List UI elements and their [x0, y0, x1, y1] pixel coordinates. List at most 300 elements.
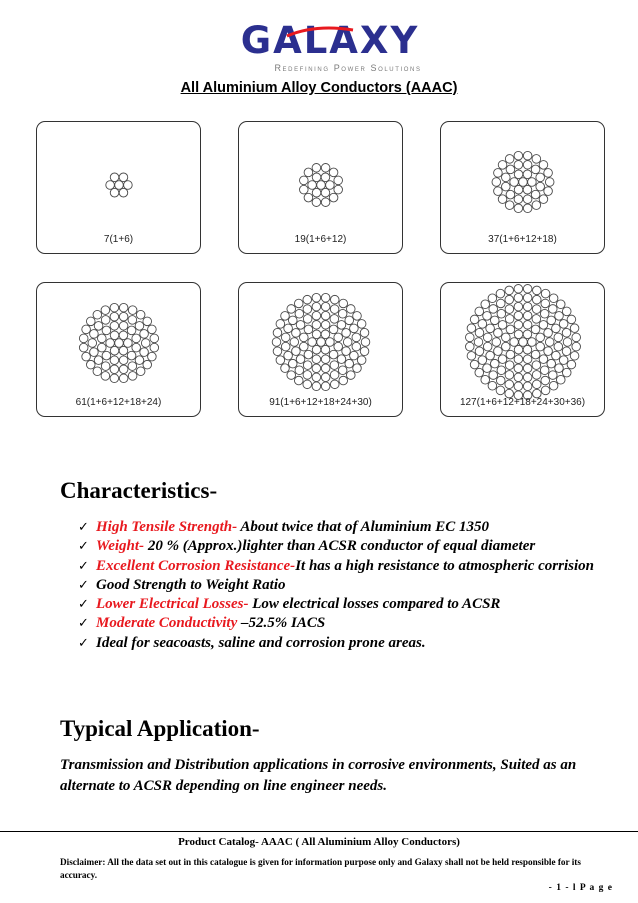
strand-wire: [505, 315, 514, 324]
strand-wire: [514, 151, 523, 160]
strand-wire: [510, 338, 519, 347]
checkmark-icon: ✓: [78, 577, 89, 593]
strand-wire: [544, 169, 553, 178]
list-item: [78, 634, 618, 653]
strand-wire: [132, 334, 141, 343]
strand-wire: [498, 161, 507, 170]
strand-wire: [570, 352, 579, 361]
strand-wire: [119, 188, 128, 197]
item-text: It has a high resistance to atmospheric corrision: [295, 557, 594, 574]
strand-wire: [312, 321, 321, 330]
strand-wire: [570, 324, 579, 333]
strand-wire: [124, 181, 133, 190]
strand-wire: [467, 352, 476, 361]
strand-wire: [106, 339, 115, 348]
strand-wire: [562, 328, 571, 337]
strand-wire: [498, 195, 507, 204]
highlight-text: Weight-: [96, 538, 145, 555]
strand-wire: [523, 293, 532, 302]
logo-wordmark: GALAXY: [240, 19, 420, 62]
strand-wire: [559, 320, 568, 329]
item-text: Low electrical losses compared to ACSR: [248, 596, 501, 613]
list-item: [78, 537, 618, 556]
strand-wire: [532, 295, 541, 304]
strand-wire: [124, 339, 133, 348]
strand-wire: [353, 312, 362, 321]
strand-wire: [101, 306, 110, 315]
strand-wire: [567, 315, 576, 324]
strand-wire: [514, 345, 523, 354]
strand-wire: [475, 328, 484, 337]
strand-wire: [303, 315, 312, 324]
strand-wire: [119, 322, 128, 331]
strand-wire: [304, 350, 313, 359]
strand-wire: [119, 374, 128, 383]
strand-wire: [115, 181, 124, 190]
strand-wire: [489, 371, 498, 380]
strand-wire: [532, 305, 541, 314]
strand-wire: [514, 355, 523, 364]
strand-wire: [93, 310, 102, 319]
item-text: –52.5% IACS: [237, 615, 326, 632]
footer-divider: [0, 831, 638, 832]
strand-wire: [475, 347, 484, 356]
strand-wire: [284, 351, 293, 360]
strand-wire: [292, 329, 301, 338]
strand-wire: [523, 204, 532, 213]
strand-wire: [466, 333, 475, 342]
strand-wire: [514, 170, 523, 179]
strand-wire: [321, 330, 330, 339]
characteristics-list: [78, 518, 618, 653]
strand-wire: [466, 342, 475, 351]
strand-wire: [474, 338, 483, 347]
strand-wire: [572, 342, 581, 351]
strand-wire: [330, 361, 339, 370]
strand-wire: [489, 305, 498, 314]
conductor-label: 91(1+6+12+18+24+30): [269, 397, 372, 408]
strand-wire: [541, 289, 550, 298]
strand-wire: [562, 307, 571, 316]
strand-wire: [494, 187, 503, 196]
strand-wire: [300, 333, 309, 342]
strand-wire: [506, 350, 515, 359]
strand-wire: [287, 305, 296, 314]
strand-wire: [317, 181, 326, 190]
strand-wire: [287, 371, 296, 380]
strand-wire: [541, 299, 550, 308]
strand-wire: [505, 380, 514, 389]
strand-wire: [321, 198, 330, 207]
strand-wire: [496, 289, 505, 298]
strand-wire: [321, 293, 330, 302]
conductor-label: 61(1+6+12+18+24): [75, 397, 162, 408]
strand-wire: [276, 356, 285, 365]
strand-wire: [312, 355, 321, 364]
strand-wire: [342, 347, 351, 356]
strand-wire: [360, 328, 369, 337]
strand-wire: [127, 351, 136, 360]
strand-wire: [506, 165, 515, 174]
list-item: [78, 595, 618, 614]
strand-wire: [514, 321, 523, 330]
strand-wire: [115, 339, 124, 348]
strand-wire: [556, 375, 565, 384]
strand-wire: [523, 364, 532, 373]
strand-wire: [110, 188, 119, 197]
strand-wire: [321, 321, 330, 330]
strand-wire: [514, 285, 523, 294]
strand-wire: [481, 375, 490, 384]
strand-wire: [536, 342, 545, 351]
strand-wire: [514, 302, 523, 311]
strand-wire: [284, 324, 293, 333]
strand-wire: [523, 285, 532, 294]
checkmark-icon: ✓: [78, 558, 89, 574]
strand-wire: [559, 356, 568, 365]
strand-wire: [110, 365, 119, 374]
strand-wire: [294, 376, 303, 385]
strand-wire: [567, 360, 576, 369]
strand-wire: [312, 382, 321, 391]
strand-wire: [555, 312, 564, 321]
strand-wire: [273, 347, 282, 356]
strand-wire: [304, 168, 313, 177]
checkmark-icon: ✓: [78, 597, 89, 613]
strand-wire: [523, 161, 532, 170]
list-item: [78, 557, 618, 576]
strand-wire: [346, 371, 355, 380]
strand-wire: [303, 371, 312, 380]
strand-wire: [510, 178, 519, 187]
strand-wire: [281, 342, 290, 351]
strand-wire: [334, 185, 343, 194]
strand-wire: [288, 316, 297, 325]
strand-wire: [345, 359, 354, 368]
galaxy-logo: [225, 20, 435, 78]
item-text: About twice that of Aluminium EC 1350: [237, 519, 490, 535]
strand-wire: [492, 338, 501, 347]
strand-wire: [106, 181, 115, 190]
strand-wire: [533, 286, 542, 295]
strand-wire: [272, 338, 281, 347]
strand-wire: [544, 329, 553, 338]
strand-wire: [294, 299, 303, 308]
strand-wire: [321, 364, 330, 373]
strand-wire: [532, 201, 541, 210]
strand-wire: [505, 305, 514, 314]
strand-wire: [312, 302, 321, 311]
strand-wire: [143, 360, 152, 369]
conductor-card: [36, 282, 201, 417]
strand-wire: [470, 360, 479, 369]
strand-wire: [150, 334, 159, 343]
strand-wire: [514, 373, 523, 382]
strand-wire: [321, 311, 330, 320]
strand-wire: [523, 170, 532, 179]
strand-wire: [502, 333, 511, 342]
strand-wire: [127, 326, 136, 335]
strand-wire: [82, 352, 91, 361]
strand-wire: [273, 328, 282, 337]
strand-wire: [352, 342, 361, 351]
strand-wire: [281, 312, 290, 321]
strand-wire: [544, 187, 553, 196]
strand-wire: [523, 311, 532, 320]
strand-wire: [98, 343, 107, 352]
strand-wire: [321, 345, 330, 354]
strand-wire: [486, 351, 495, 360]
footer-catalog-title: Product Catalog- AAAC ( All Aluminium Alloy Conductors): [178, 836, 460, 848]
strand-wire: [110, 346, 119, 355]
strand-wire: [536, 182, 545, 191]
strand-wire: [330, 371, 339, 380]
strand-wire: [496, 376, 505, 385]
strand-wire: [532, 155, 541, 164]
strand-wire: [549, 381, 558, 390]
strand-wire: [330, 315, 339, 324]
strand-wire: [488, 294, 497, 303]
strand-wire: [528, 178, 537, 187]
strand-wire: [101, 362, 110, 371]
conductor-card: [440, 121, 605, 254]
strand-wire: [308, 338, 317, 347]
strand-wire: [119, 365, 128, 374]
strand-wire: [288, 359, 297, 368]
strand-wire: [304, 193, 313, 202]
strand-wire: [303, 295, 312, 304]
strand-wire: [140, 348, 149, 357]
strand-wire: [312, 345, 321, 354]
strand-wire: [119, 346, 128, 355]
logo-swoosh-icon: [285, 26, 355, 38]
strand-wire: [86, 317, 95, 326]
conductor-label: 7(1+6): [103, 234, 134, 245]
strand-wire: [532, 315, 541, 324]
strand-wire: [514, 382, 523, 391]
strand-wire: [498, 321, 507, 330]
strand-wire: [539, 161, 548, 170]
strand-wire: [563, 338, 572, 347]
conductor-card: [238, 121, 403, 254]
strand-wire: [296, 355, 305, 364]
strand-wire: [312, 311, 321, 320]
strand-wire: [523, 382, 532, 391]
strand-wire: [523, 355, 532, 364]
strand-wire: [102, 326, 111, 335]
strand-wire: [148, 325, 157, 334]
strand-wire: [475, 368, 484, 377]
strand-wire: [531, 325, 540, 334]
checkmark-icon: ✓: [78, 520, 89, 535]
conductor-label: 19(1+6+12): [294, 234, 347, 245]
strand-wire: [514, 311, 523, 320]
strand-wire: [488, 381, 497, 390]
strand-wire: [110, 356, 119, 365]
strand-wire: [300, 185, 309, 194]
strand-wire: [478, 356, 487, 365]
strand-wire: [119, 312, 128, 321]
strand-wire: [300, 176, 309, 185]
strand-wire: [102, 351, 111, 360]
strand-wire: [497, 309, 506, 318]
strand-wire: [562, 347, 571, 356]
strand-wire: [88, 339, 97, 348]
strand-wire: [79, 334, 88, 343]
strand-wire: [496, 299, 505, 308]
strand-wire: [312, 164, 321, 173]
characteristics-heading: Characteristics-: [60, 478, 218, 503]
strand-wire: [143, 317, 152, 326]
strand-wire: [478, 320, 487, 329]
strand-wire: [519, 338, 528, 347]
strand-wire: [321, 302, 330, 311]
strand-wire: [128, 372, 137, 381]
strand-wire: [303, 361, 312, 370]
strand-wire: [94, 356, 103, 365]
strand-wire: [312, 173, 321, 182]
strand-wire: [552, 351, 561, 360]
strand-wire: [337, 321, 346, 330]
strand-wire: [547, 359, 556, 368]
strand-wire: [140, 330, 149, 339]
application-text: Transmission and Distribution applications in corrosive environments, Suited as an alternate to ACSR depending on line engineer needs.: [60, 757, 577, 794]
strand-wire: [303, 380, 312, 389]
list-item: [78, 576, 618, 595]
strand-wire: [523, 330, 532, 339]
conductor-label: 37(1+6+12+18): [488, 234, 557, 245]
strand-wire: [541, 376, 550, 385]
strand-wire: [502, 342, 511, 351]
strand-wire: [321, 382, 330, 391]
strand-wire: [110, 374, 119, 383]
strand-wire: [334, 342, 343, 351]
strand-wire: [136, 367, 145, 376]
strand-wire: [353, 364, 362, 373]
strand-wire: [492, 178, 501, 187]
strand-wire: [110, 173, 119, 182]
strand-wire: [547, 316, 556, 325]
strand-wire: [532, 371, 541, 380]
conductor-card: [238, 282, 403, 417]
checkmark-icon: ✓: [78, 539, 89, 555]
strand-wire: [544, 347, 553, 356]
strand-wire: [494, 169, 503, 178]
strand-wire: [562, 368, 571, 377]
strand-wire: [350, 324, 359, 333]
strand-wire: [554, 333, 563, 342]
strand-wire: [541, 386, 550, 395]
strand-wire: [514, 364, 523, 373]
strand-wire: [554, 342, 563, 351]
strand-wire: [548, 371, 557, 380]
strand-wire: [540, 309, 549, 318]
strand-wire: [519, 178, 528, 187]
strand-wire: [312, 198, 321, 207]
strand-wire: [330, 305, 339, 314]
strand-wire: [119, 331, 128, 340]
strand-wire: [536, 333, 545, 342]
strand-wire: [312, 373, 321, 382]
strand-wire: [135, 322, 144, 331]
strand-wire: [308, 181, 317, 190]
strand-wire: [317, 338, 326, 347]
strand-wire: [132, 343, 141, 352]
strand-wire: [326, 338, 335, 347]
strand-wire: [502, 173, 511, 182]
strand-wire: [494, 347, 503, 356]
strand-wire: [150, 343, 159, 352]
strand-wire: [128, 362, 137, 371]
strand-wire: [321, 355, 330, 364]
strand-wire: [82, 325, 91, 334]
strand-wire: [556, 300, 565, 309]
strand-wire: [329, 350, 338, 359]
list-item: [78, 518, 618, 537]
strand-wire: [523, 321, 532, 330]
strand-wire: [329, 168, 338, 177]
page-title: All Aluminium Alloy Conductors (AAAC): [180, 80, 458, 96]
highlight-text: Excellent Corrosion Resistance-: [96, 557, 296, 574]
strand-wire: [119, 303, 128, 312]
strand-wire: [532, 361, 541, 370]
strand-wire: [141, 339, 150, 348]
strand-wire: [531, 165, 540, 174]
strand-wire: [300, 342, 309, 351]
strand-wire: [555, 364, 564, 373]
strand-wire: [321, 173, 330, 182]
strand-wire: [496, 386, 505, 395]
strand-wire: [539, 355, 548, 364]
strand-wire: [523, 195, 532, 204]
page-number: - 1 - l P a g e: [548, 883, 613, 893]
conductor-card: [440, 282, 605, 417]
item-text: Good Strength to Weight Ratio: [96, 576, 286, 593]
strand-wire: [148, 352, 157, 361]
strand-wire: [90, 348, 99, 357]
strand-wire: [350, 351, 359, 360]
strand-wire: [339, 376, 348, 385]
strand-wire: [94, 322, 103, 331]
strand-wire: [101, 316, 110, 325]
strand-wire: [98, 334, 107, 343]
strand-wire: [523, 185, 532, 194]
strand-wire: [523, 302, 532, 311]
strand-wire: [514, 161, 523, 170]
strand-wire: [486, 324, 495, 333]
strand-wire: [502, 182, 511, 191]
strand-wire: [505, 361, 514, 370]
strand-wire: [312, 188, 321, 197]
logo-tagline: Redefining Power Solutions: [274, 63, 422, 73]
strand-wire: [552, 324, 561, 333]
strand-wire: [119, 356, 128, 365]
strand-wire: [276, 320, 285, 329]
strand-wire: [505, 295, 514, 304]
strand-wire: [475, 307, 484, 316]
strand-wire: [346, 305, 355, 314]
strand-wire: [539, 321, 548, 330]
strand-wire: [483, 364, 492, 373]
strand-wire: [514, 195, 523, 204]
application-heading: Typical Application-: [60, 716, 260, 741]
strand-wire: [312, 293, 321, 302]
strand-wire: [506, 325, 515, 334]
strand-wire: [572, 333, 581, 342]
strand-wire: [523, 151, 532, 160]
footer-disclaimer: Disclaimer: All the data set out in this catalogue is given for information purpose only and Galaxy shall not be held responsible for its accuracy.: [60, 857, 581, 880]
strand-wire: [90, 330, 99, 339]
